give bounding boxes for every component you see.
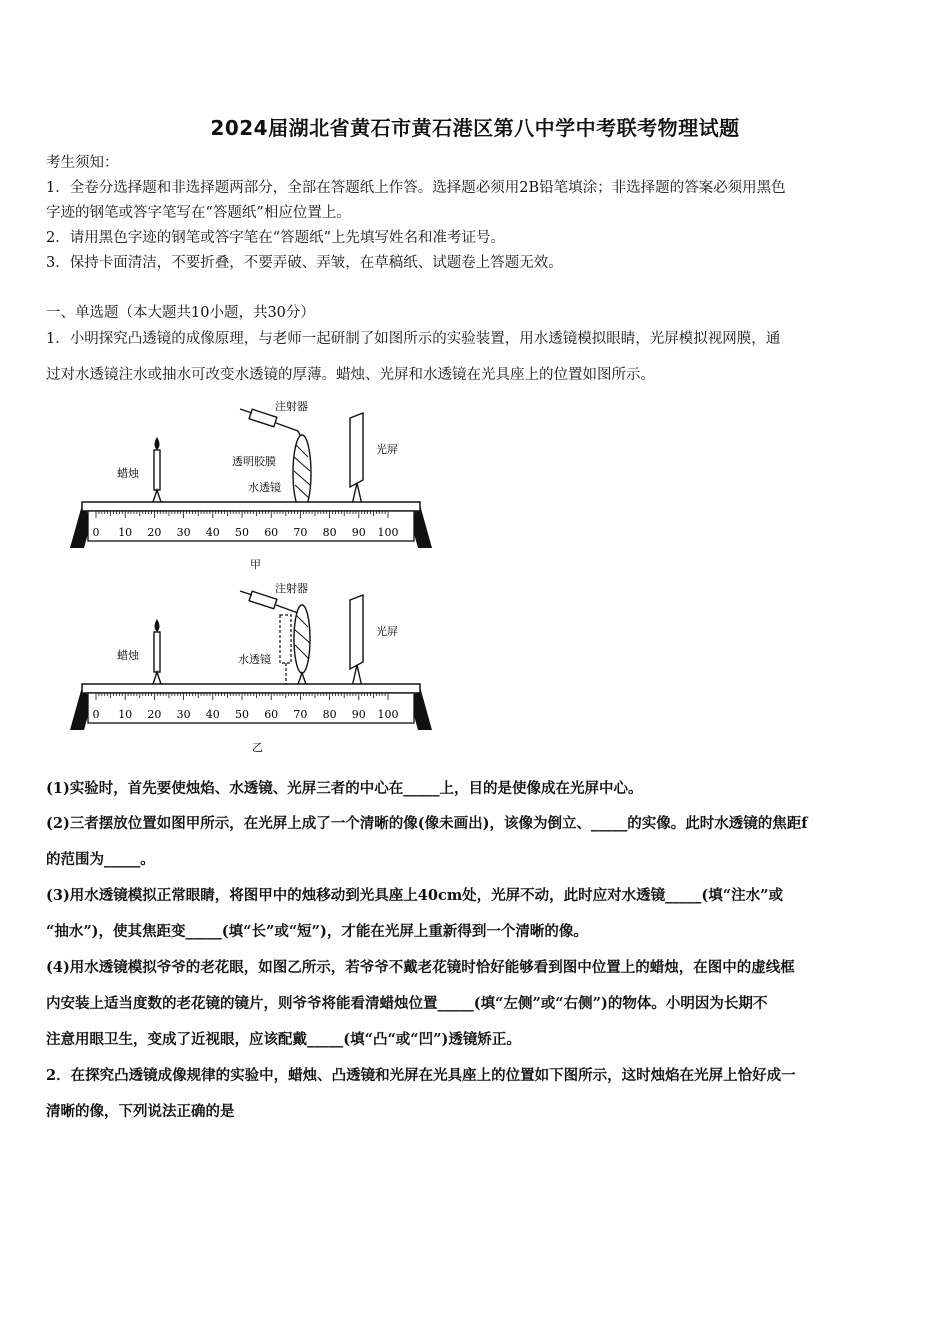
bench-tick-label: 40 (205, 708, 220, 721)
bench-tick-label: 80 (322, 708, 337, 721)
light-screen (350, 595, 363, 669)
bench-tick-label: 60 (264, 708, 279, 721)
diagram-jia (70, 399, 432, 571)
question-1-line: 1．小明探究凸透镜的成像原理，与老师一起研制了如图所示的实验装置，用水透镜模拟眼睛，光屏模拟视网膜，通 (46, 331, 781, 347)
question-1-sub-4: (4)用水透镜模拟爷爷的老花眼，如图乙所示，若爷爷不戴老花镜时恰好能够看到图中位置上的蜡烛，在图中的虚线框 (46, 959, 795, 976)
bench-tick-label: 70 (293, 708, 308, 721)
label-waterlens: 水透镜 (248, 481, 281, 494)
question-1-sub-4: 内安装上适当度数的老花镜的镜片，则爷爷将能看清蜡烛位置_____(填“左侧”或“右侧”)的物体。小明因为长期不 (46, 995, 768, 1012)
question-1-sub-1: (1)实验时，首先要使烛焰、水透镜、光屏三者的中心在_____上，目的是使像成在光屏中心。 (46, 780, 643, 797)
label-candle: 蜡烛 (117, 467, 139, 480)
label-candle: 蜡烛 (117, 649, 139, 662)
candle (154, 450, 160, 490)
notice-item: 字迹的钢笔或答字笔写在“答题纸”相应位置上。 (46, 205, 351, 221)
bench-tick-label: 80 (322, 526, 337, 539)
bench-tick-label: 40 (205, 526, 220, 539)
bench-tick-label: 90 (351, 708, 366, 721)
bench-tick-label: 50 (235, 708, 249, 721)
bench-tick-label: 30 (176, 708, 191, 721)
label-membrane: 透明胶膜 (232, 455, 276, 468)
light-screen (350, 413, 363, 487)
question-1-sub-2: 的范围为_____。 (46, 851, 155, 868)
label-yi: 乙 (252, 741, 263, 754)
bench-tick-label: 0 (92, 708, 100, 721)
bench-tick-label: 100 (377, 526, 399, 539)
bench-tick-label: 100 (377, 708, 399, 721)
dashed-lens-frame (280, 615, 291, 663)
bench-tick-label: 90 (351, 526, 366, 539)
bench-tick-label: 0 (92, 526, 100, 539)
question-1-sub-3: “抽水”)，使其焦距变_____(填“长”或“短”)，才能在光屏上重新得到一个清晰的像。 (46, 923, 588, 940)
page-title: 2024届湖北省黄石市黄石港区第八中学中考联考物理试题 (210, 116, 740, 140)
notice-item: 2．请用黑色字迹的钢笔或答字笔在“答题纸”上先填写姓名和准考证号。 (46, 230, 506, 246)
bench-tick-label: 20 (147, 708, 162, 721)
question-1-sub-4: 注意用眼卫生，变成了近视眼，应该配戴_____(填“凸“或“凹”)透镜矫正。 (46, 1031, 521, 1048)
label-waterlens: 水透镜 (238, 653, 271, 666)
diagram-yi (70, 581, 432, 754)
bench-tick-label: 10 (118, 526, 133, 539)
label-screen: 光屏 (376, 625, 398, 638)
bench-tick-label: 10 (118, 708, 133, 721)
label-screen: 光屏 (376, 443, 398, 456)
question-1-sub-2: (2)三者摆放位置如图甲所示，在光屏上成了一个清晰的像(像未画出)，该像为倒立、_____的实像。此时水透镜的焦距f (46, 815, 808, 832)
bench-tick-label: 20 (147, 526, 162, 539)
question-1-line: 过对水透镜注水或抽水可改变水透镜的厚薄。蜡烛、光屏和水透镜在光具座上的位置如图所示。 (46, 367, 655, 383)
bench-tick-label: 70 (293, 526, 308, 539)
label-injector: 注射器 (275, 400, 308, 413)
notice-item: 3．保持卡面清洁，不要折叠，不要弄破、弄皱，在草稿纸、试题卷上答题无效。 (46, 255, 563, 271)
question-1-sub-3: (3)用水透镜模拟正常眼睛，将图甲中的烛移动到光具座上40cm处，光屏不动，此时应对水透镜_____(填“注水”或 (46, 887, 783, 904)
section-heading: 一、单选题（本大题共10小题，共30分） (46, 305, 315, 321)
notice-item: 1．全卷分选择题和非选择题两部分，全部在答题纸上作答。选择题必须用2B铅笔填涂；非选择题的答案必须用黑色 (46, 180, 786, 196)
question-2-line: 清晰的像，下列说法正确的是 (46, 1103, 235, 1120)
candle (154, 632, 160, 672)
bench-tick-label: 30 (176, 526, 191, 539)
notice-heading: 考生须知： (46, 155, 119, 171)
optical-bench-figure (60, 385, 450, 763)
bench-tick-label: 60 (264, 526, 279, 539)
label-jia: 甲 (250, 558, 261, 571)
question-2-line: 2．在探究凸透镜成像规律的实验中，蜡烛、凸透镜和光屏在光具座上的位置如下图所示，这时烛焰在光屏上恰好成一 (46, 1067, 796, 1084)
label-injector: 注射器 (275, 582, 308, 595)
bench-tick-label: 50 (235, 526, 249, 539)
